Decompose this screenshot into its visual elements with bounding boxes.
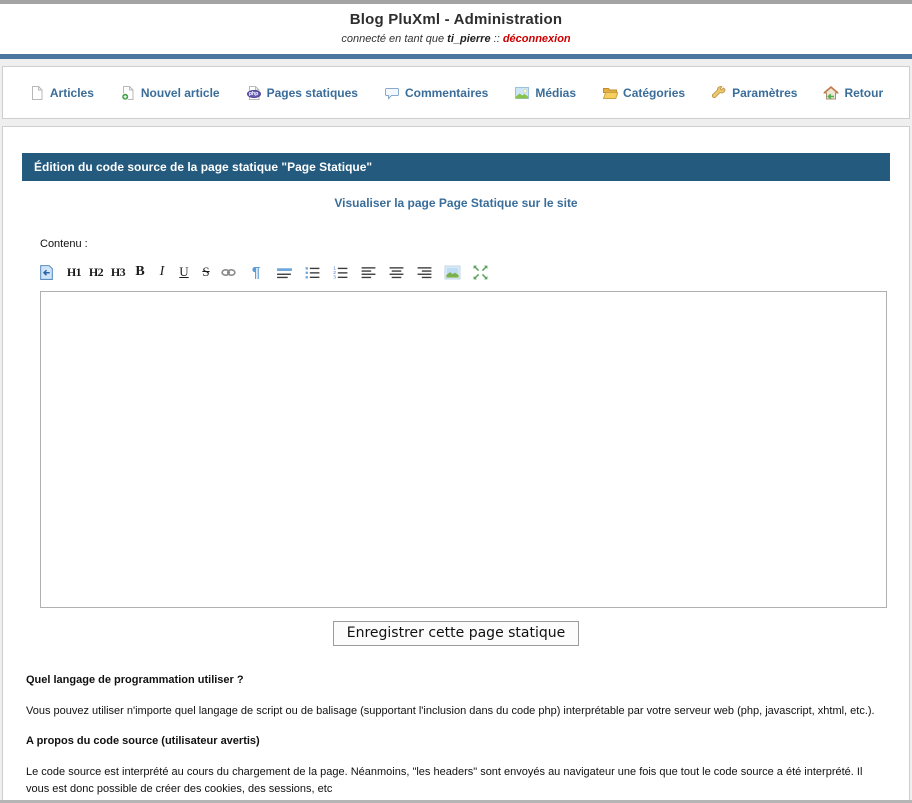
nav-label: Paramètres: [732, 85, 798, 100]
italic-button[interactable]: I: [159, 264, 165, 279]
help-answer-1: Vous pouvez utiliser n'importe quel langage de script ou de balisage (supportant l'inclusion dans du code php) interprétable par votre serveur web (php, javascript, xhtml, etc.).: [26, 705, 875, 717]
connected-prefix: connecté en tant que: [341, 33, 448, 45]
php-page-icon: [246, 85, 262, 101]
align-right-icon[interactable]: [414, 262, 434, 282]
nav-item-commentaires[interactable]: [384, 85, 488, 101]
main-panel: [2, 126, 910, 803]
article-page-icon: [29, 85, 45, 101]
align-left-icon[interactable]: [358, 262, 378, 282]
editor-toolbar: [36, 261, 909, 283]
strikethrough-button[interactable]: S: [202, 264, 210, 279]
svg-text:2: 2: [332, 270, 336, 276]
username: ti_pierre: [447, 33, 491, 45]
insert-image-icon[interactable]: [442, 262, 462, 282]
nav-label: Retour: [844, 85, 884, 100]
media-image-icon: [514, 85, 530, 101]
page-title: Blog PluXml - Administration: [349, 11, 563, 28]
nav-label: Médias: [535, 85, 577, 100]
heading2-button[interactable]: H2: [88, 264, 104, 279]
nav-label: Nouvel article: [140, 85, 220, 100]
underline-button[interactable]: U: [179, 264, 189, 279]
help-question-2: A propos du code source (utilisateur avertis): [26, 735, 260, 748]
help-section: [26, 674, 887, 798]
section-title-bar: Édition du code source de la page statique "Page Statique": [22, 153, 890, 181]
nav-item-retour[interactable]: [823, 85, 883, 101]
connection-status: [0, 33, 912, 45]
nav-label: Commentaires: [404, 85, 489, 100]
fullscreen-icon[interactable]: [470, 262, 490, 282]
header-accent-rule: [0, 54, 912, 59]
wrench-icon: [711, 85, 727, 101]
nav-item-medias[interactable]: [514, 85, 576, 101]
bold-button[interactable]: B: [135, 264, 145, 279]
help-question-1: Quel langage de programmation utiliser ?: [26, 674, 244, 686]
unordered-list-icon[interactable]: [302, 262, 322, 282]
source-code-textarea[interactable]: [40, 291, 887, 608]
horizontal-rule-icon[interactable]: [274, 262, 294, 282]
paragraph-icon[interactable]: ¶: [251, 263, 261, 281]
svg-text:1: 1: [332, 266, 336, 272]
nav-item-categories[interactable]: [602, 85, 685, 101]
nav-label: Pages statiques: [266, 85, 358, 100]
home-icon: [823, 85, 839, 101]
admin-nav: [2, 66, 910, 119]
view-page-link[interactable]: Visualiser la page Page Statique sur le site: [334, 196, 578, 210]
folder-icon: [602, 85, 618, 101]
site-header: [0, 4, 912, 54]
nav-item-pages-statiques[interactable]: [246, 85, 358, 101]
ordered-list-icon[interactable]: [330, 262, 350, 282]
nav-label: Catégories: [623, 85, 686, 100]
nav-label: Articles: [49, 85, 94, 100]
link-icon[interactable]: [218, 262, 238, 282]
separator: ::: [490, 33, 503, 45]
content-label: Contenu :: [40, 238, 88, 250]
help-answer-2: Le code source est interprété au cours du chargement de la page. Néanmoins, "les headers" sont envoyés au navigateur une fois que tout le code source a été interprété. Il vous est donc possible de créer des cookies, des sessions, etc: [26, 766, 863, 796]
nav-item-nouvel-article[interactable]: [120, 85, 220, 101]
new-article-icon: [120, 85, 136, 101]
save-row: [3, 621, 909, 646]
heading1-button[interactable]: H1: [66, 264, 82, 279]
align-center-icon[interactable]: [386, 262, 406, 282]
comment-bubble-icon: [384, 85, 400, 101]
source-code-icon[interactable]: [36, 262, 56, 282]
logout-link[interactable]: déconnexion: [502, 33, 571, 45]
heading3-button[interactable]: H3: [110, 264, 126, 279]
nav-item-articles[interactable]: [29, 85, 94, 101]
php-badge: php: [247, 90, 261, 98]
nav-item-parametres[interactable]: [711, 85, 797, 101]
svg-text:3: 3: [332, 275, 336, 281]
save-static-page-button[interactable]: Enregistrer cette page statique: [333, 621, 580, 646]
view-link-row: [3, 194, 909, 212]
